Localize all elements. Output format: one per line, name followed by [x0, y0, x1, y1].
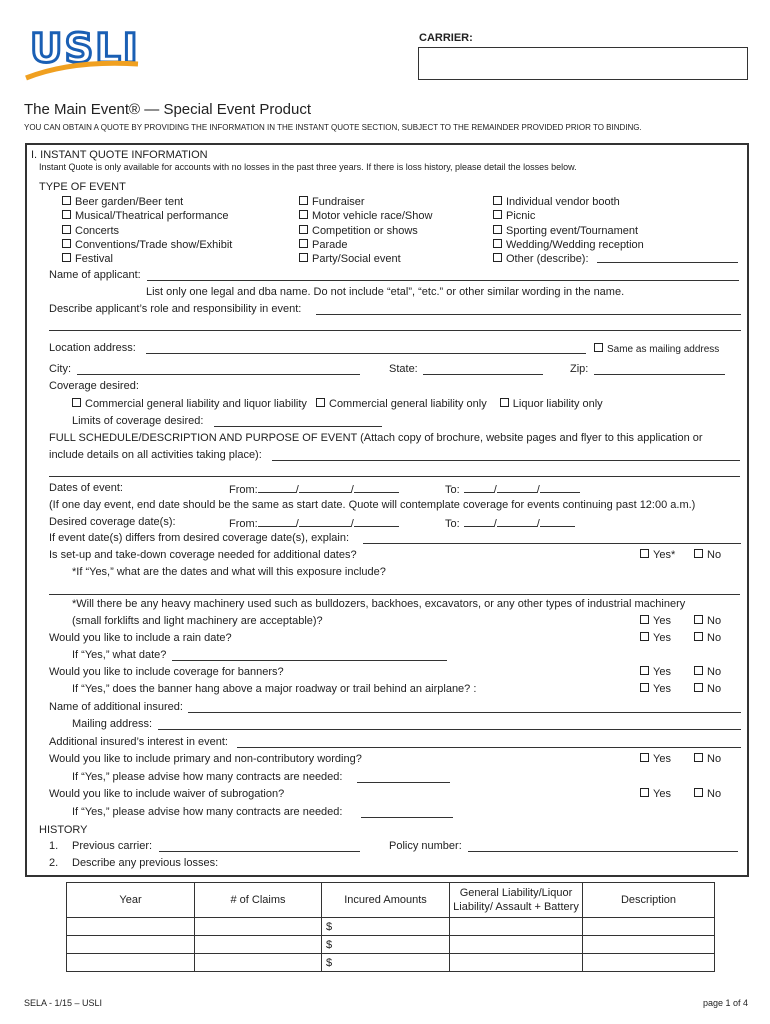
dates-label: Dates of event: — [49, 482, 123, 494]
footer-page-number: page 1 of 4 — [703, 998, 749, 1008]
event-option[interactable]: Motor vehicle race/Show — [299, 209, 432, 223]
addl-insured-label: Name of additional insured: — [49, 701, 183, 713]
checkbox[interactable] — [62, 196, 71, 205]
table-row — [67, 936, 715, 954]
year-cell[interactable] — [67, 936, 195, 954]
checkbox[interactable] — [694, 666, 703, 675]
same-mailing-option[interactable]: Same as mailing address — [594, 343, 719, 355]
year-cell[interactable] — [67, 954, 195, 972]
banners-yes[interactable]: Yes — [640, 666, 671, 678]
applicant-field[interactable] — [147, 280, 739, 281]
checkbox[interactable] — [694, 615, 703, 624]
zip-field[interactable] — [594, 374, 725, 375]
limits-label: Limits of coverage desired: — [72, 415, 204, 427]
machinery-yes[interactable]: Yes — [640, 615, 671, 627]
checkbox[interactable] — [640, 788, 649, 797]
table-row — [67, 918, 715, 936]
mailing-field[interactable] — [158, 729, 741, 730]
city-field[interactable] — [77, 374, 360, 375]
banners-label: Would you like to include coverage for banners? — [49, 666, 284, 678]
primary-no[interactable]: No — [694, 753, 721, 765]
banners-if-label: If “Yes,” does the banner hang above a major roadway or trail behind an airplane? : — [72, 683, 477, 695]
desired-to[interactable]: To: / / — [445, 516, 575, 530]
limits-field[interactable] — [214, 426, 382, 427]
other-describe-field[interactable] — [597, 262, 738, 263]
addl-interest-label: Additional insured’s interest in event: — [49, 736, 228, 748]
waiver-label: Would you like to include waiver of subrogation? — [49, 788, 285, 800]
usli-logo — [22, 20, 142, 82]
section-note: Instant Quote is only available for accounts with no losses in the past three years. If there is loss history, please detail the losses below. — [39, 162, 577, 172]
coverage-options — [72, 398, 603, 410]
losses-label: Describe any previous losses: — [72, 857, 219, 869]
claims-cell[interactable] — [195, 918, 322, 936]
waiver-if-label: If “Yes,” please advise how many contracts are needed: — [72, 806, 343, 818]
losses-num: 2. — [49, 857, 59, 869]
applicant-note: List only one legal and dba name. Do not include “etal”, “etc.” or other similar wording in the name. — [146, 286, 625, 298]
event-option[interactable]: Conventions/Trade show/Exhibit — [62, 238, 232, 252]
checkbox[interactable] — [500, 398, 509, 407]
prev-carrier-field[interactable] — [159, 851, 360, 852]
machinery-no[interactable]: No — [694, 615, 721, 627]
claims-cell[interactable] — [195, 954, 322, 972]
event-option[interactable]: Competition or shows — [299, 224, 432, 238]
carrier-input[interactable] — [418, 47, 748, 80]
checkbox[interactable] — [694, 753, 703, 762]
logo-graphic — [22, 20, 142, 82]
checkbox[interactable] — [493, 253, 502, 262]
waiver-yes[interactable]: Yes — [640, 788, 671, 800]
checkbox[interactable] — [316, 398, 325, 407]
rain-yes[interactable]: Yes — [640, 632, 671, 644]
checkbox[interactable] — [299, 196, 308, 205]
one-day-note: (If one day event, end date should be the same as start date. Quote will contemplate coverage for events continuing past 12:00 a.m.) — [49, 499, 696, 511]
checkbox[interactable] — [299, 225, 308, 234]
event-option[interactable]: Picnic — [493, 209, 644, 223]
year-cell[interactable] — [67, 918, 195, 936]
banners-if-yes[interactable]: Yes — [640, 683, 671, 695]
coverage-option[interactable]: Commercial general liability only — [316, 398, 487, 410]
primary-yes[interactable]: Yes — [640, 753, 671, 765]
carrier-label: CARRIER: — [419, 32, 473, 44]
amount-cell[interactable]: $ — [322, 954, 450, 972]
location-field[interactable] — [146, 353, 586, 354]
role-field[interactable] — [316, 314, 741, 315]
event-type-col2 — [299, 195, 432, 266]
checkbox[interactable] — [694, 632, 703, 641]
desired-dates-label: Desired coverage date(s): — [49, 516, 176, 528]
table-header-row — [67, 883, 715, 918]
checkbox[interactable] — [493, 225, 502, 234]
checkbox[interactable] — [299, 210, 308, 219]
policy-number-field[interactable] — [468, 851, 738, 852]
checkbox[interactable] — [640, 666, 649, 675]
state-label: State: — [389, 363, 418, 375]
col-description: Description — [583, 883, 715, 918]
checkbox[interactable] — [62, 239, 71, 248]
rain-no[interactable]: No — [694, 632, 721, 644]
setup-yes[interactable]: Yes* — [640, 549, 675, 561]
primary-if-label: If “Yes,” please advise how many contracts are needed: — [72, 771, 343, 783]
state-field[interactable] — [423, 374, 543, 375]
machinery-label-2: (small forklifts and light machinery are acceptable)? — [72, 615, 323, 627]
col-coverage-type: General Liability/Liquor Liability/ Assault + Battery — [450, 883, 583, 918]
page-subtitle: YOU CAN OBTAIN A QUOTE BY PROVIDING THE INFORMATION IN THE INSTANT QUOTE SECTION, SUBJECT TO THE REMAINDER PROVIDED PRIOR TO BINDING. — [24, 123, 642, 132]
mailing-label: Mailing address: — [72, 718, 153, 730]
differs-field[interactable] — [363, 543, 741, 544]
waiver-if-field[interactable] — [361, 817, 453, 818]
policy-number-label: Policy number: — [389, 840, 462, 852]
coverage-cell[interactable] — [450, 918, 583, 936]
setup-if-label: *If “Yes,” what are the dates and what will this exposure include? — [72, 566, 386, 578]
dates-from[interactable]: From: / / — [229, 482, 399, 496]
checkbox[interactable] — [72, 398, 81, 407]
checkbox[interactable] — [62, 210, 71, 219]
coverage-cell[interactable] — [450, 954, 583, 972]
checkbox[interactable] — [694, 549, 703, 558]
schedule-field-2[interactable] — [49, 476, 740, 477]
waiver-no[interactable]: No — [694, 788, 721, 800]
schedule-label-1: FULL SCHEDULE/DESCRIPTION AND PURPOSE OF EVENT (Attach copy of brochure, website pages and flyer to this application or — [49, 432, 703, 444]
loss-history-table — [66, 882, 715, 972]
table-row — [67, 954, 715, 972]
checkbox[interactable] — [493, 239, 502, 248]
primary-if-field[interactable] — [357, 782, 450, 783]
banners-if-no[interactable]: No — [694, 683, 721, 695]
desired-from[interactable]: From: / / — [229, 516, 399, 530]
schedule-field[interactable] — [272, 460, 740, 461]
history-label: HISTORY — [39, 824, 88, 836]
checkbox[interactable] — [299, 253, 308, 262]
event-option[interactable]: Other (describe): — [493, 252, 644, 266]
event-option[interactable]: Sporting event/Tournament — [493, 224, 644, 238]
setup-no[interactable]: No — [694, 549, 721, 561]
event-option[interactable]: Parade — [299, 238, 432, 252]
event-option[interactable]: Concerts — [62, 224, 232, 238]
checkbox[interactable] — [493, 196, 502, 205]
page-title: The Main Event® — Special Event Product — [24, 101, 312, 118]
checkbox[interactable] — [299, 239, 308, 248]
event-option[interactable]: Festival — [62, 252, 232, 266]
location-label: Location address: — [49, 342, 136, 354]
rain-label: Would you like to include a rain date? — [49, 632, 232, 644]
zip-label: Zip: — [570, 363, 589, 375]
event-type-label: TYPE OF EVENT — [39, 181, 126, 193]
primary-label: Would you like to include primary and non-contributory wording? — [49, 753, 362, 765]
setup-if-field[interactable] — [49, 594, 740, 595]
checkbox[interactable] — [640, 615, 649, 624]
role-label: Describe applicant’s role and responsibility in event: — [49, 303, 302, 315]
schedule-label-2: include details on all activities taking place): — [49, 449, 262, 461]
machinery-label-1: *Will there be any heavy machinery used such as bulldozers, backhoes, excavators, or any other types of industrial machinery — [72, 598, 686, 610]
col-claims: # of Claims — [195, 883, 322, 918]
checkbox[interactable] — [694, 683, 703, 692]
prev-carrier-label: Previous carrier: — [72, 840, 153, 852]
checkbox[interactable] — [640, 549, 649, 558]
description-cell[interactable] — [583, 954, 715, 972]
checkbox[interactable] — [62, 253, 71, 262]
event-option[interactable]: Party/Social event — [299, 252, 432, 266]
description-cell[interactable] — [583, 936, 715, 954]
event-option[interactable]: Fundraiser — [299, 195, 432, 209]
applicant-label: Name of applicant: — [49, 269, 141, 281]
setup-label: Is set-up and take-down coverage needed for additional dates? — [49, 549, 357, 561]
rain-if-field[interactable] — [172, 660, 447, 661]
role-field-2[interactable] — [49, 330, 741, 331]
claims-cell[interactable] — [195, 936, 322, 954]
prev-carrier-num: 1. — [49, 840, 59, 852]
checkbox[interactable] — [493, 210, 502, 219]
coverage-option[interactable]: Liquor liability only — [500, 398, 603, 410]
checkbox[interactable] — [640, 753, 649, 762]
addl-interest-field[interactable] — [237, 747, 741, 748]
city-label: City: — [49, 363, 71, 375]
dates-to[interactable]: To: / / — [445, 482, 580, 496]
event-option[interactable]: Musical/Theatrical performance — [62, 209, 232, 223]
event-type-col3 — [493, 195, 644, 266]
checkbox[interactable] — [640, 632, 649, 641]
coverage-label: Coverage desired: — [49, 380, 139, 392]
event-type-col1 — [62, 195, 232, 266]
col-amounts: Incured Amounts — [322, 883, 450, 918]
event-option[interactable]: Individual vendor booth — [493, 195, 644, 209]
checkbox[interactable] — [694, 788, 703, 797]
event-option[interactable]: Beer garden/Beer tent — [62, 195, 232, 209]
logo-text: USLI — [30, 26, 140, 72]
checkbox[interactable] — [62, 225, 71, 234]
event-option[interactable]: Wedding/Wedding reception — [493, 238, 644, 252]
amount-cell[interactable]: $ — [322, 936, 450, 954]
checkbox[interactable] — [640, 683, 649, 692]
coverage-cell[interactable] — [450, 936, 583, 954]
checkbox[interactable] — [594, 343, 603, 352]
section-heading: I. INSTANT QUOTE INFORMATION — [31, 149, 208, 161]
differs-label: If event date(s) differs from desired coverage date(s), explain: — [49, 532, 349, 544]
rain-if-label: If “Yes,” what date? — [72, 649, 167, 661]
banners-no[interactable]: No — [694, 666, 721, 678]
amount-cell[interactable]: $ — [322, 918, 450, 936]
addl-insured-field[interactable] — [188, 712, 741, 713]
coverage-option[interactable]: Commercial general liability and liquor liability — [72, 398, 307, 410]
col-year: Year — [67, 883, 195, 918]
footer-form-id: SELA - 1/15 – USLI — [24, 998, 103, 1008]
description-cell[interactable] — [583, 918, 715, 936]
